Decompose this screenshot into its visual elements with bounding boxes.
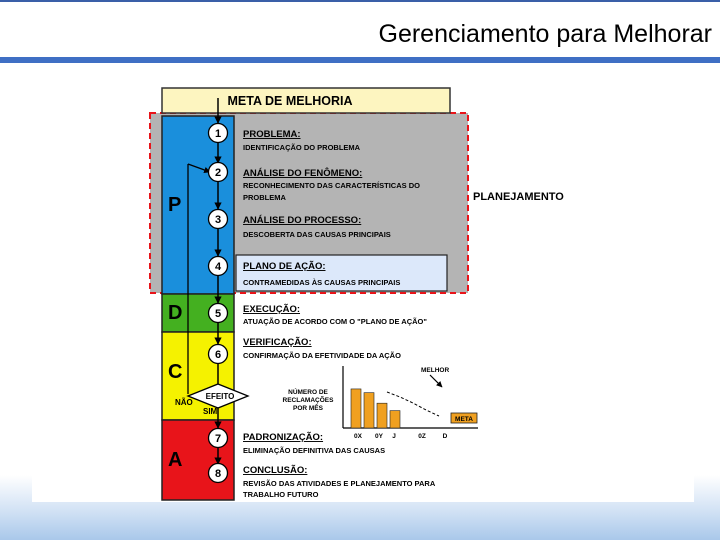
mini-chart-ylabel-3: POR MÊS (293, 405, 323, 412)
step-number-2: 2 (214, 167, 222, 179)
step-title-5: EXECUÇÃO: (243, 304, 301, 315)
step-title-3: ANÁLISE DO PROCESSO: (243, 215, 362, 226)
step-desc-3: DESCOBERTA DAS CAUSAS PRINCIPAIS (243, 230, 391, 239)
step-desc-6: CONFIRMAÇÃO DA EFETIVIDADE DA AÇÃO (243, 351, 401, 360)
diagram-frame (32, 66, 694, 502)
phase-c-label: C (168, 361, 183, 383)
step-title-2: ANÁLISE DO FENÔMENO: (243, 168, 363, 179)
mini-chart-ylabel-2: RECLAMAÇÕES (282, 397, 334, 404)
decision-label: EFEITO (205, 392, 235, 401)
step-number-7: 7 (214, 433, 222, 445)
goal-tag-label: META (455, 416, 473, 423)
mini-chart-bar (377, 403, 387, 428)
step-desc-8b: TRABALHO FUTURO (243, 490, 319, 499)
step-title-8: CONCLUSÃO: (243, 465, 308, 476)
mini-x-label-1: 0X (354, 433, 362, 440)
mini-x-label-4: 0Z (418, 433, 426, 440)
step-title-4: PLANO DE AÇÃO: (243, 261, 326, 272)
better-arrow (430, 375, 442, 387)
step-desc-1: IDENTIFICAÇÃO DO PROBLEMA (243, 143, 361, 152)
step-number-8: 8 (214, 468, 222, 480)
better-label: MELHOR (421, 367, 450, 374)
step-desc-7: ELIMINAÇÃO DEFINITIVA DAS CAUSAS (243, 446, 386, 455)
step-number-6: 6 (214, 349, 222, 361)
phase-d-label: D (168, 302, 183, 324)
mini-x-label-2: 0Y (375, 433, 383, 440)
mini-chart-ylabel-1: NÚMERO DE (288, 389, 328, 396)
step-desc-2b: PROBLEMA (243, 193, 286, 202)
planning-label: PLANEJAMENTO (473, 191, 564, 203)
step-desc-8a: REVISÃO DAS ATIVIDADES E PLANEJAMENTO PARA (243, 479, 436, 488)
pdca-diagram (32, 66, 694, 502)
step-number-4: 4 (214, 261, 222, 273)
decision-yes-label: SIM (203, 407, 218, 416)
step-number-5: 5 (214, 308, 222, 320)
step-desc-4: CONTRAMEDIDAS ÀS CAUSAS PRINCIPAIS (243, 278, 401, 287)
phase-p-label: P (168, 194, 182, 216)
step-title-6: VERIFICAÇÃO: (243, 337, 312, 348)
step-number-3: 3 (214, 214, 222, 226)
step-desc-5: ATUAÇÃO DE ACORDO COM O "PLANO DE AÇÃO" (243, 317, 427, 326)
phase-a-label: A (168, 449, 183, 471)
decision-no-label: NÃO (175, 398, 193, 407)
step-title-7: PADRONIZAÇÃO: (243, 432, 324, 443)
goal-text: META DE MELHORIA (227, 94, 353, 108)
step-title-1: PROBLEMA: (243, 129, 301, 140)
title-underline (0, 57, 720, 63)
mini-chart (283, 366, 478, 440)
slide-title: Gerenciamento para Melhorar (378, 20, 712, 48)
step-desc-2a: RECONHECIMENTO DAS CARACTERÍSTICAS DO (243, 181, 420, 190)
mini-x-label-3: J (392, 433, 396, 440)
mini-x-label-5: D (442, 433, 448, 440)
mini-chart-bar (390, 411, 400, 428)
step-number-1: 1 (214, 128, 222, 140)
mini-chart-bars (351, 389, 400, 428)
step-texts (243, 129, 436, 499)
mini-chart-bar (364, 393, 374, 428)
mini-chart-bar (351, 389, 361, 428)
